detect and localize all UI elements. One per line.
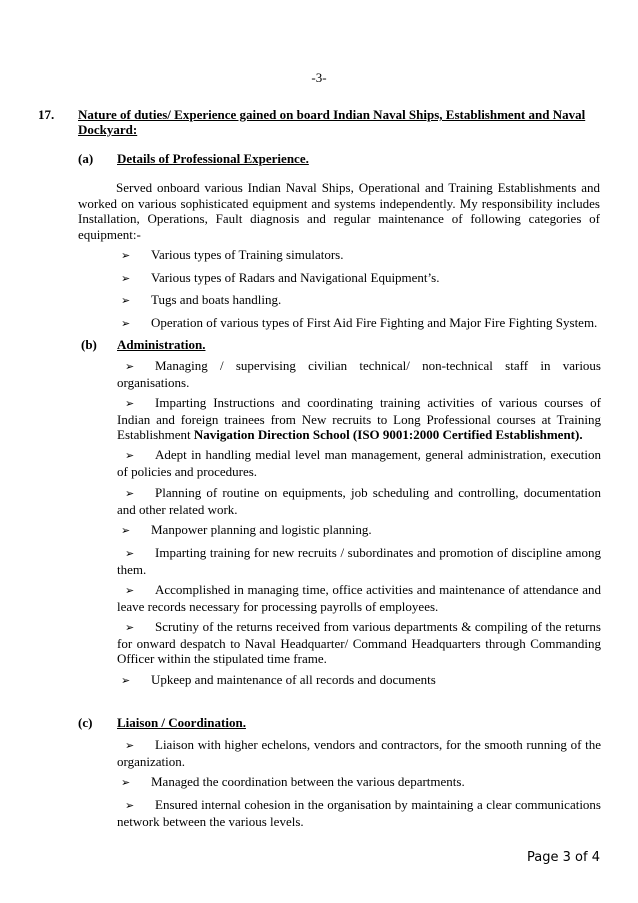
list-item xyxy=(117,737,601,769)
list-item-text: Upkeep and maintenance of all records and documents xyxy=(151,672,436,687)
list-item-text: Ensured internal cohesion in the organisation by maintaining a clear communications network between the various levels. xyxy=(117,797,601,829)
list-item-text: Scrutiny of the returns received from various departments & compiling of the returns for onward despatch to Naval Headquarter/ Command Headquarters through Commanding Officer within the stipulated time frame. xyxy=(117,619,601,666)
list-item-text: Operation of various types of First Aid Fire Fighting and Major Fire Fighting System. xyxy=(151,315,598,330)
bullet-arrow-icon: ➢ xyxy=(121,674,131,687)
page-footer: Page 3 of 4 xyxy=(527,850,600,865)
section-number: 17. xyxy=(38,107,55,122)
list-item xyxy=(121,774,601,791)
bullet-arrow-icon: ➢ xyxy=(121,776,131,789)
experience-paragraph: Served onboard various Indian Naval Ships, Operational and Training Establishments and worked on various sophisticated equipment and systems independently. My responsibility includes Installation, Operations, Fault diagnosis and regular maintenance of following categories of equipment:- xyxy=(78,180,600,242)
list-item xyxy=(117,485,601,517)
list-item xyxy=(121,522,601,539)
bullet-arrow-icon: ➢ xyxy=(125,621,135,634)
bullet-arrow-icon: ➢ xyxy=(125,547,135,560)
bullet-arrow-icon: ➢ xyxy=(125,449,135,462)
bullet-arrow-icon: ➢ xyxy=(125,584,135,597)
list-item xyxy=(121,672,601,689)
subsection-c-title: Liaison / Coordination. xyxy=(117,715,246,730)
section-title: Nature of duties/ Experience gained on board Indian Naval Ships, Establishment and Naval Dockyard: xyxy=(78,107,586,137)
bullet-arrow-icon: ➢ xyxy=(125,739,135,752)
list-item xyxy=(121,247,601,264)
list-item xyxy=(117,619,601,667)
list-item-text: Various types of Radars and Navigational Equipment’s. xyxy=(151,270,440,285)
page-marker: -3- xyxy=(311,70,327,85)
list-item-bold-text: Navigation Direction School (ISO 9001:2000 Certified Establishment). xyxy=(193,427,583,442)
bullet-arrow-icon: ➢ xyxy=(125,360,135,373)
bullet-arrow-icon: ➢ xyxy=(121,294,131,307)
subsection-a-title: Details of Professional Experience. xyxy=(117,151,309,166)
bullet-arrow-icon: ➢ xyxy=(121,317,131,330)
list-item xyxy=(121,270,601,287)
bullet-arrow-icon: ➢ xyxy=(125,487,135,500)
list-item-text: Managed the coordination between the various departments. xyxy=(151,774,465,789)
list-item-text: Tugs and boats handling. xyxy=(151,292,282,307)
list-item-text: Accomplished in managing time, office activities and maintenance of attendance and leave records necessary for processing payrolls of employees. xyxy=(117,582,601,614)
list-item-text: Imparting training for new recruits / subordinates and promotion of discipline among them. xyxy=(117,545,601,577)
bullet-arrow-icon: ➢ xyxy=(121,524,131,537)
bullet-arrow-icon: ➢ xyxy=(121,249,131,262)
list-item xyxy=(117,545,601,577)
subsection-b-title: Administration. xyxy=(117,337,206,352)
list-item xyxy=(121,292,601,309)
list-item xyxy=(117,582,601,614)
list-item-text: Managing / supervising civilian technical/ non-technical staff in various organisations. xyxy=(117,358,601,390)
bullet-arrow-icon: ➢ xyxy=(125,397,135,410)
subsection-a-label: (a) xyxy=(78,151,94,166)
list-item xyxy=(121,315,601,332)
bullet-arrow-icon: ➢ xyxy=(121,272,131,285)
list-item-text: Liaison with higher echelons, vendors and contractors, for the smooth running of the organization. xyxy=(117,737,601,769)
list-item-text: Adept in handling medial level man management, general administration, execution of policies and procedures. xyxy=(117,447,601,479)
list-item-text: Various types of Training simulators. xyxy=(151,247,344,262)
list-item xyxy=(117,358,601,390)
subsection-b-label: (b) xyxy=(81,337,97,352)
bullet-arrow-icon: ➢ xyxy=(125,799,135,812)
list-item xyxy=(117,447,601,479)
list-item-text: Manpower planning and logistic planning. xyxy=(151,522,372,537)
list-item xyxy=(117,395,601,443)
list-item-text: Imparting Instructions and coordinating training activities of various courses of Indian and foreign trainees from New recruits to Long Professional courses at Training Establishment xyxy=(117,395,601,442)
subsection-c-label: (c) xyxy=(78,715,93,730)
list-item xyxy=(117,797,601,829)
list-item-text: Planning of routine on equipments, job scheduling and controlling, documentation and other related work. xyxy=(117,485,601,517)
